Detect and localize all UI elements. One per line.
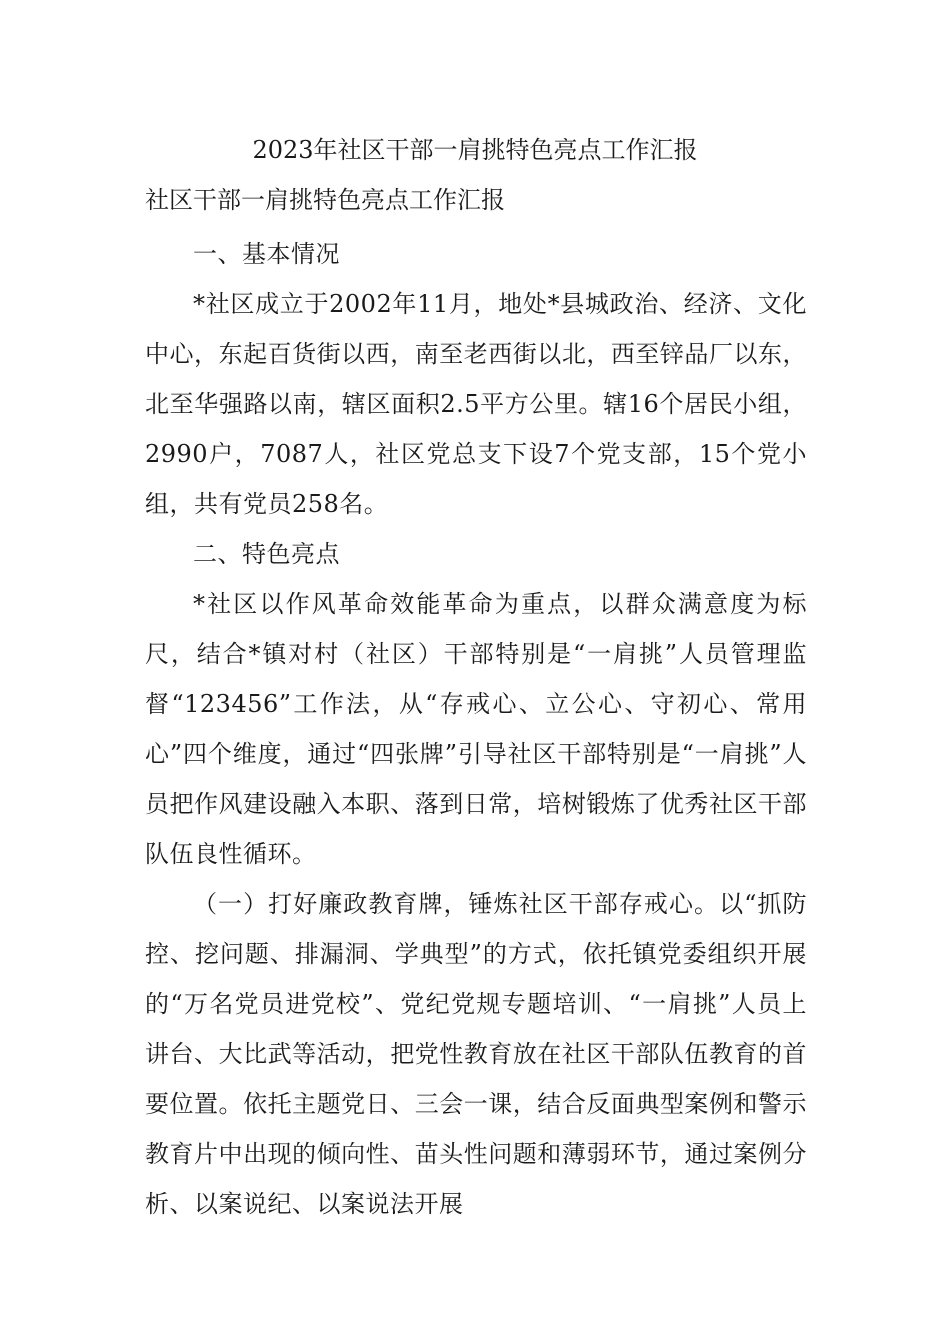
document-title: 2023年社区干部一肩挑特色亮点工作汇报: [252, 136, 698, 164]
paragraph-integrity-education: （一）打好廉政教育牌，锤炼社区干部存戒心。以“抓防控、挖问题、排漏洞、学典型”的方式，依托镇党委组织开展的“万名党员进党校”、党纪党规专题培训、“一肩挑”人员上讲台、大比武等活动，把党性教育放在社区干部队伍教育的首要位置。依托主题党日、三会一课，结合反面典型案例和警示教育片中出现的倾向性、苗头性问题和薄弱环节，通过案例分析、以案说纪、以案说法开展: [145, 890, 807, 1218]
document-subtitle: 社区干部一肩挑特色亮点工作汇报: [145, 186, 505, 214]
document-body: [145, 229, 807, 1229]
paragraph-basic-info: *社区成立于2002年11月，地处*县城政治、经济、文化中心，东起百货街以西，南至老西街以北，西至锌品厂以东，北至华强路以南，辖区面积2.5平方公里。辖16个居民小组，2990户，7087人，社区党总支下设7个党支部，15个党小组，共有党员258名。: [145, 290, 807, 518]
paragraph-highlights: *社区以作风革命效能革命为重点，以群众满意度为标尺，结合*镇对村（社区）干部特别是“一肩挑”人员管理监督“123456”工作法，从“存戒心、立公心、守初心、常用心”四个维度，通过“四张牌”引导社区干部特别是“一肩挑”人员把作风建设融入本职、落到日常，培树锻炼了优秀社区干部队伍良性循环。: [145, 590, 807, 868]
section-heading-highlights: 二、特色亮点: [193, 540, 340, 568]
section-heading-basic: 一、基本情况: [193, 240, 340, 268]
